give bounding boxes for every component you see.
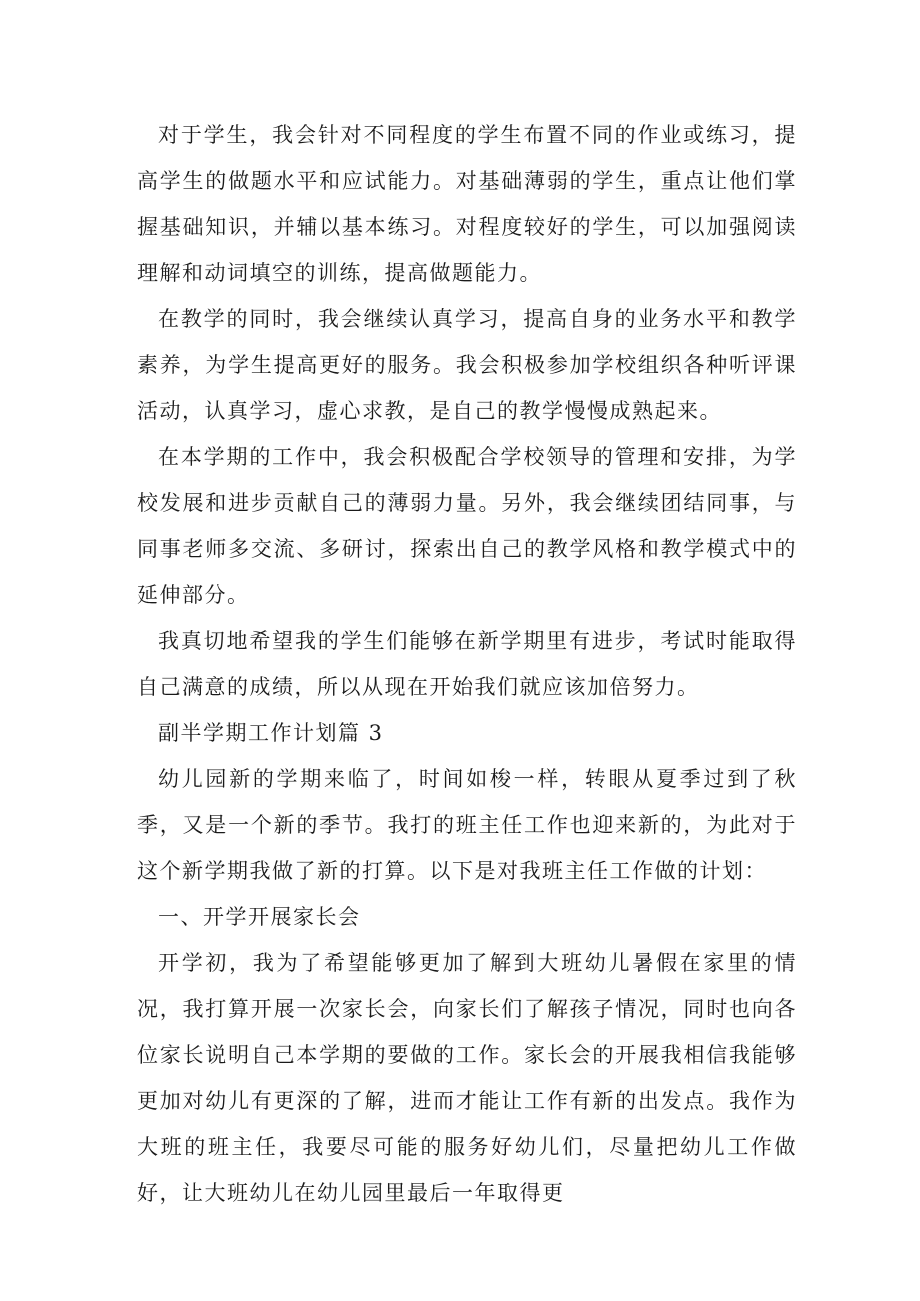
paragraph-expectation: 我真切地希望我的学生们能够在新学期里有进步，考试时能取得自己满意的成绩，所以从现在开始我们就应该加倍努力。	[137, 629, 797, 699]
section-intro-paragraph: 幼儿园新的学期来临了，时间如梭一样，转眼从夏季过到了秋季，又是一个新的季节。我打的班主任工作也迎来新的，为此对于这个新学期我做了新的打算。以下是对我班主任工作做的计划：	[137, 767, 797, 883]
paragraph-parent-meeting: 开学初，我为了希望能够更加了解到大班幼儿暑假在家里的情况，我打算开展一次家长会，向家长们了解孩子情况，同时也向各位家长说明自己本学期的要做的工作。家长会的开展我相信我能够更加对幼儿有更深的了解，进而才能让工作有新的出发点。我作为大班的班主任，我要尽可能的服务好幼儿们，尽量把幼儿工作做好，让大班幼儿在幼儿园里最后一年取得更	[137, 951, 797, 1205]
subheading-parent-meeting: 一、开学开展家长会	[158, 905, 361, 929]
paragraph-school-cooperation: 在本学期的工作中，我会积极配合学校领导的管理和安排，为学校发展和进步贡献自己的薄弱力量。另外，我会继续团结同事，与同事老师多交流、多研讨，探索出自己的教学风格和教学模式中的延伸部分。	[137, 445, 797, 607]
paragraph-students-practice: 对于学生，我会针对不同程度的学生布置不同的作业或练习，提高学生的做题水平和应试能力。对基础薄弱的学生，重点让他们掌握基础知识，并辅以基本练习。对程度较好的学生，可以加强阅读理解和动词填空的训练，提高做题能力。	[137, 123, 797, 285]
section-title: 副半学期工作计划篇 3	[158, 721, 384, 745]
paragraph-teacher-study: 在教学的同时，我会继续认真学习，提高自身的业务水平和教学素养，为学生提高更好的服务。我会积极参加学校组织各种听评课活动，认真学习，虚心求教，是自己的教学慢慢成熟起来。	[137, 307, 797, 423]
document-body	[137, 112, 797, 1216]
